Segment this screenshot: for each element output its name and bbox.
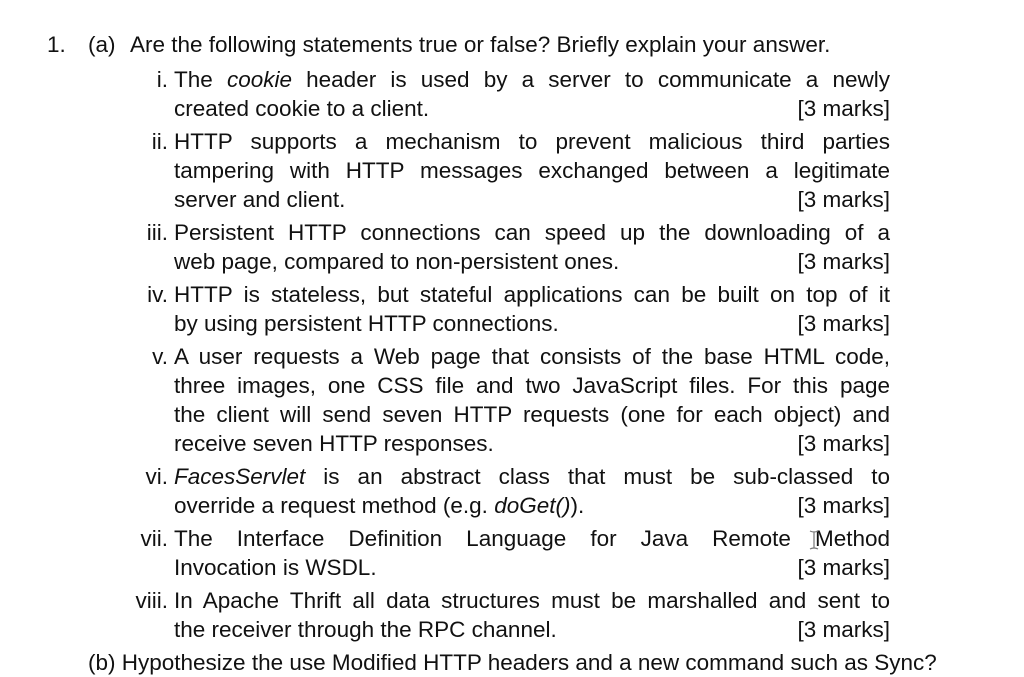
statement-last-line bbox=[174, 185, 890, 214]
statement-line: the client will send seven HTTP requests (one for each object) and bbox=[174, 402, 890, 427]
statement-line-end: receive seven HTTP responses. bbox=[174, 431, 494, 456]
marks-label: [3 marks] bbox=[797, 311, 890, 336]
statement-numeral: vii. bbox=[140, 526, 168, 551]
statement-line: HTTP supports a mechanism to prevent malicious third parties bbox=[174, 129, 890, 154]
statement-item bbox=[120, 280, 890, 338]
statement-line: three images, one CSS file and two JavaScript files. For this page bbox=[174, 373, 890, 398]
statement-item bbox=[120, 65, 890, 123]
part-prompt: Are the following statements true or false? Briefly explain your answer. bbox=[130, 32, 831, 57]
statement-numeral: vi. bbox=[145, 464, 168, 489]
statement-numeral: viii. bbox=[135, 588, 168, 613]
statement-item bbox=[120, 218, 890, 276]
statement-line: tampering with HTTP messages exchanged between a legitimate bbox=[174, 158, 890, 183]
statement-line-end: by using persistent HTTP connections. bbox=[174, 311, 559, 336]
statement-line-end: server and client. bbox=[174, 187, 346, 212]
marks-label: [3 marks] bbox=[797, 493, 890, 518]
statement-line: FacesServlet is an abstract class that must be sub-classed to bbox=[174, 464, 890, 489]
statement-numeral: ii. bbox=[151, 129, 168, 154]
statement-numeral: v. bbox=[152, 344, 168, 369]
next-part-cut-off: (b) Hypothesize the use Modified HTTP headers and a new command such as Sync? bbox=[88, 650, 937, 675]
statement-item bbox=[120, 127, 890, 214]
statement-line: HTTP is stateless, but stateful applications can be built on top of it bbox=[174, 282, 890, 307]
question-number: 1. bbox=[47, 32, 66, 57]
statement-line: In Apache Thrift all data structures must be marshalled and sent to bbox=[174, 588, 890, 613]
statement-item bbox=[120, 524, 890, 582]
statement-list bbox=[120, 65, 890, 648]
statement-item bbox=[120, 586, 890, 644]
marks-label: [3 marks] bbox=[797, 249, 890, 274]
statement-last-line bbox=[174, 553, 890, 582]
marks-label: [3 marks] bbox=[797, 96, 890, 121]
statement-line-end: created cookie to a client. bbox=[174, 96, 430, 121]
statement-numeral: i. bbox=[156, 67, 168, 92]
statement-item bbox=[120, 462, 890, 520]
statement-line-end: override a request method (e.g. doGet()). bbox=[174, 493, 585, 518]
statement-last-line bbox=[174, 615, 890, 644]
marks-label: [3 marks] bbox=[797, 187, 890, 212]
marks-label: [3 marks] bbox=[797, 555, 890, 580]
statement-line-end: web page, compared to non-persistent ones. bbox=[174, 249, 620, 274]
marks-label: [3 marks] bbox=[797, 617, 890, 642]
statement-line: The Interface Definition Language for Java Remote Method bbox=[174, 526, 890, 551]
emphasized-term: cookie bbox=[226, 67, 292, 92]
statement-numeral: iv. bbox=[147, 282, 168, 307]
statement-line: The cookie header is used by a server to communicate a newly bbox=[174, 67, 890, 92]
marks-label: [3 marks] bbox=[797, 431, 890, 456]
statement-numeral: iii. bbox=[146, 220, 168, 245]
statement-last-line bbox=[174, 94, 890, 123]
emphasized-term: FacesServlet bbox=[174, 464, 306, 489]
text-cursor-icon bbox=[808, 530, 820, 550]
statement-last-line bbox=[174, 309, 890, 338]
statement-line: A user requests a Web page that consists of the base HTML code, bbox=[174, 344, 890, 369]
statement-last-line bbox=[174, 491, 890, 520]
emphasized-term: doGet() bbox=[494, 493, 571, 518]
statement-last-line bbox=[174, 247, 890, 276]
statement-item bbox=[120, 342, 890, 458]
statement-line-end: Invocation is WSDL. bbox=[174, 555, 377, 580]
statement-last-line bbox=[174, 429, 890, 458]
statement-line: Persistent HTTP connections can speed up the downloading of a bbox=[174, 220, 890, 245]
part-label: (a) bbox=[88, 32, 116, 57]
statement-line-end: the receiver through the RPC channel. bbox=[174, 617, 557, 642]
